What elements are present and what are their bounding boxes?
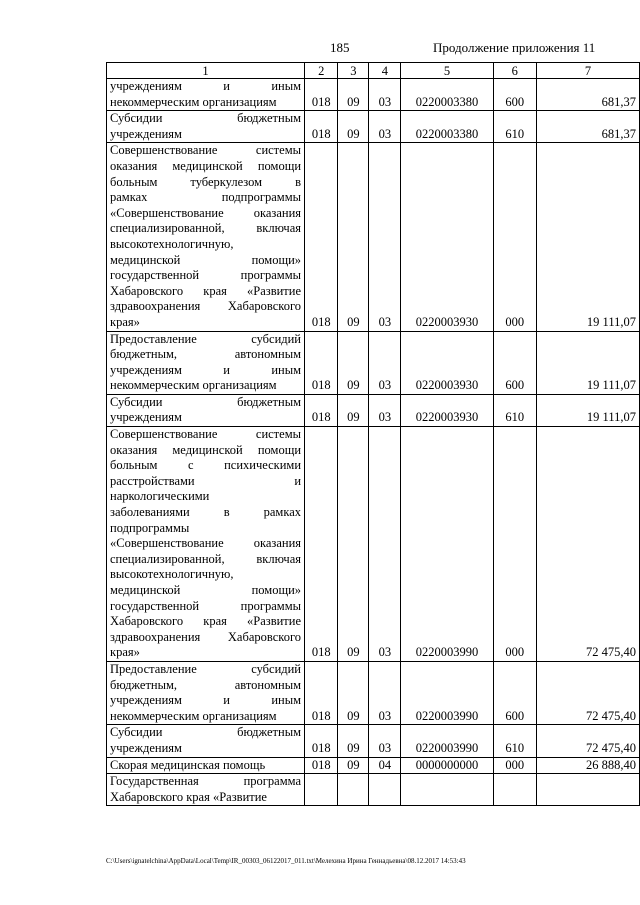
ministry-code: 018	[305, 725, 338, 757]
expense-name-line: некоммерческим организациям	[110, 378, 277, 393]
amount-value: 19 111,07	[537, 331, 640, 394]
expense-name-line: больным туберкулезом в	[110, 174, 302, 189]
subsection-code: 04	[369, 757, 401, 774]
expense-name-line: «Совершенствование оказания	[110, 536, 302, 551]
subsection-code: 03	[369, 661, 401, 724]
amount-value: 681,37	[537, 79, 640, 111]
expense-name-line: «Совершенствование оказания	[110, 205, 302, 220]
table-row	[107, 111, 640, 143]
subsection-code: 03	[369, 725, 401, 757]
table-row	[107, 427, 640, 662]
amount-value: 19 111,07	[537, 143, 640, 331]
table-row	[107, 143, 640, 331]
expense-name-line: высокотехнологичную,	[110, 567, 234, 582]
expense-name-line: наркологическими	[110, 489, 210, 504]
target-article-code: 0000000000	[401, 757, 493, 774]
expense-name-line: Предоставление субсидий	[110, 331, 302, 346]
target-article-code: 0220003930	[401, 143, 493, 331]
table-body	[107, 79, 640, 806]
expense-name-cell	[107, 427, 305, 662]
expense-name-line: заболеваниями в рамках	[110, 505, 302, 520]
table-row	[107, 79, 640, 111]
table-row	[107, 725, 640, 757]
ministry-code: 018	[305, 661, 338, 724]
section-code: 09	[338, 427, 369, 662]
expense-name-line: учреждениям и иным	[110, 79, 302, 93]
target-article-code: 0220003930	[401, 331, 493, 394]
amount-value: 681,37	[537, 111, 640, 143]
expense-name-line: медицинской помощи»	[110, 583, 302, 597]
expense-name-line: здравоохранения Хабаровского	[110, 299, 302, 314]
target-article-code: 0220003380	[401, 79, 493, 111]
ministry-code: 018	[305, 331, 338, 394]
expense-type-code: 610	[493, 111, 537, 143]
subsection-code: 03	[369, 143, 401, 331]
expense-name-line: учреждениям	[110, 126, 182, 141]
expense-type-code: 000	[493, 143, 537, 331]
section-code: 09	[338, 79, 369, 111]
expense-name-cell	[107, 394, 305, 426]
section-code: 09	[338, 725, 369, 757]
expense-name-line: Скорая медицинская помощь	[110, 757, 266, 772]
expense-name-cell	[107, 79, 305, 111]
target-article-code: 0220003990	[401, 427, 493, 662]
expense-type-code: 600	[493, 661, 537, 724]
table-row	[107, 394, 640, 426]
expense-name-line: Субсидии бюджетным	[110, 111, 302, 126]
section-code: 09	[338, 661, 369, 724]
expense-name-line: Субсидии бюджетным	[110, 394, 302, 409]
amount-value: 72 475,40	[537, 725, 640, 757]
target-article-code	[401, 774, 493, 806]
section-code: 09	[338, 757, 369, 774]
subsection-code: 03	[369, 331, 401, 394]
amount-value: 72 475,40	[537, 427, 640, 662]
ministry-code: 018	[305, 143, 338, 331]
expense-type-code: 000	[493, 427, 537, 662]
expense-name-line: оказания медицинской помощи	[110, 158, 302, 173]
expense-name-line: больным с психическими	[110, 458, 302, 473]
column-header: 1	[107, 63, 305, 79]
expense-name-line: Государственная программа	[110, 774, 302, 789]
column-header: 2	[305, 63, 338, 79]
expense-name-line: Хабаровского края «Развитие	[110, 614, 302, 629]
expense-name-line: Хабаровского края «Развитие	[110, 789, 267, 804]
expense-type-code: 000	[493, 757, 537, 774]
section-code: 09	[338, 143, 369, 331]
continuation-label: Продолжение приложения 11	[433, 40, 596, 55]
expense-type-code: 600	[493, 79, 537, 111]
amount-value	[537, 774, 640, 806]
target-article-code: 0220003380	[401, 111, 493, 143]
column-header: 5	[401, 63, 493, 79]
expense-name-line: края»	[110, 645, 140, 660]
column-header: 7	[537, 63, 640, 79]
expense-name-line: расстройствами и	[110, 473, 302, 488]
column-header: 6	[493, 63, 537, 79]
column-number-row	[107, 63, 640, 79]
ministry-code: 018	[305, 757, 338, 774]
table-row	[107, 774, 640, 806]
expense-name-line: некоммерческим организациям	[110, 708, 277, 723]
expense-name-line: Совершенствование системы	[110, 143, 302, 158]
page-number: 185	[330, 40, 350, 55]
section-code: 09	[338, 111, 369, 143]
expense-name-line: края»	[110, 314, 140, 329]
expense-name-line: подпрограммы	[110, 520, 190, 535]
expense-name-cell	[107, 725, 305, 757]
expense-name-line: учреждениям и иным	[110, 362, 302, 377]
expense-name-line: оказания медицинской помощи	[110, 442, 302, 457]
expense-name-line: учреждениям и иным	[110, 693, 302, 708]
expense-name-line: высокотехнологичную,	[110, 236, 234, 251]
column-header: 4	[369, 63, 401, 79]
section-code: 09	[338, 394, 369, 426]
expense-name-line: бюджетным, автономным	[110, 677, 302, 692]
expense-name-line: государственной программы	[110, 268, 302, 283]
expense-name-cell	[107, 774, 305, 806]
ministry-code	[305, 774, 338, 806]
expense-name-line: рамках подпрограммы	[110, 190, 302, 205]
amount-value: 72 475,40	[537, 661, 640, 724]
expense-type-code: 610	[493, 394, 537, 426]
ministry-code: 018	[305, 394, 338, 426]
expense-name-line: Субсидии бюджетным	[110, 725, 302, 740]
target-article-code: 0220003930	[401, 394, 493, 426]
column-header: 3	[338, 63, 369, 79]
subsection-code: 03	[369, 111, 401, 143]
expense-name-line: государственной программы	[110, 598, 302, 613]
section-code: 09	[338, 331, 369, 394]
expense-name-cell	[107, 661, 305, 724]
expense-name-line: медицинской помощи»	[110, 252, 302, 267]
ministry-code: 018	[305, 427, 338, 662]
expense-name-line: специализированной, включая	[110, 551, 302, 566]
budget-table	[106, 62, 640, 806]
expense-name-line: Хабаровского края «Развитие	[110, 283, 302, 298]
subsection-code: 03	[369, 394, 401, 426]
amount-value: 19 111,07	[537, 394, 640, 426]
target-article-code: 0220003990	[401, 661, 493, 724]
expense-name-line: учреждениям	[110, 410, 182, 425]
target-article-code: 0220003990	[401, 725, 493, 757]
expense-name-cell	[107, 143, 305, 331]
expense-name-cell	[107, 111, 305, 143]
expense-name-cell	[107, 331, 305, 394]
expense-type-code	[493, 774, 537, 806]
subsection-code: 03	[369, 427, 401, 662]
expense-name-line: Совершенствование системы	[110, 427, 302, 442]
expense-type-code: 600	[493, 331, 537, 394]
footer-file-path: C:\Users\ignatelchina\AppData\Local\Temp\IR_00303_06122017_011.txt\Мелехина Ирина Геннадьевна\08.12.2017 14:53:43	[106, 857, 466, 865]
expense-name-cell	[107, 757, 305, 774]
subsection-code	[369, 774, 401, 806]
ministry-code: 018	[305, 79, 338, 111]
ministry-code: 018	[305, 111, 338, 143]
expense-name-line: специализированной, включая	[110, 221, 302, 236]
expense-name-line: Предоставление субсидий	[110, 661, 302, 676]
amount-value: 26 888,40	[537, 757, 640, 774]
expense-type-code: 610	[493, 725, 537, 757]
section-code	[338, 774, 369, 806]
expense-name-line: бюджетным, автономным	[110, 347, 302, 362]
expense-name-line: учреждениям	[110, 740, 182, 755]
expense-name-line: здравоохранения Хабаровского	[110, 629, 302, 644]
table-row	[107, 757, 640, 774]
table-row	[107, 661, 640, 724]
expense-name-line: некоммерческим организациям	[110, 94, 277, 109]
table-row	[107, 331, 640, 394]
subsection-code: 03	[369, 79, 401, 111]
